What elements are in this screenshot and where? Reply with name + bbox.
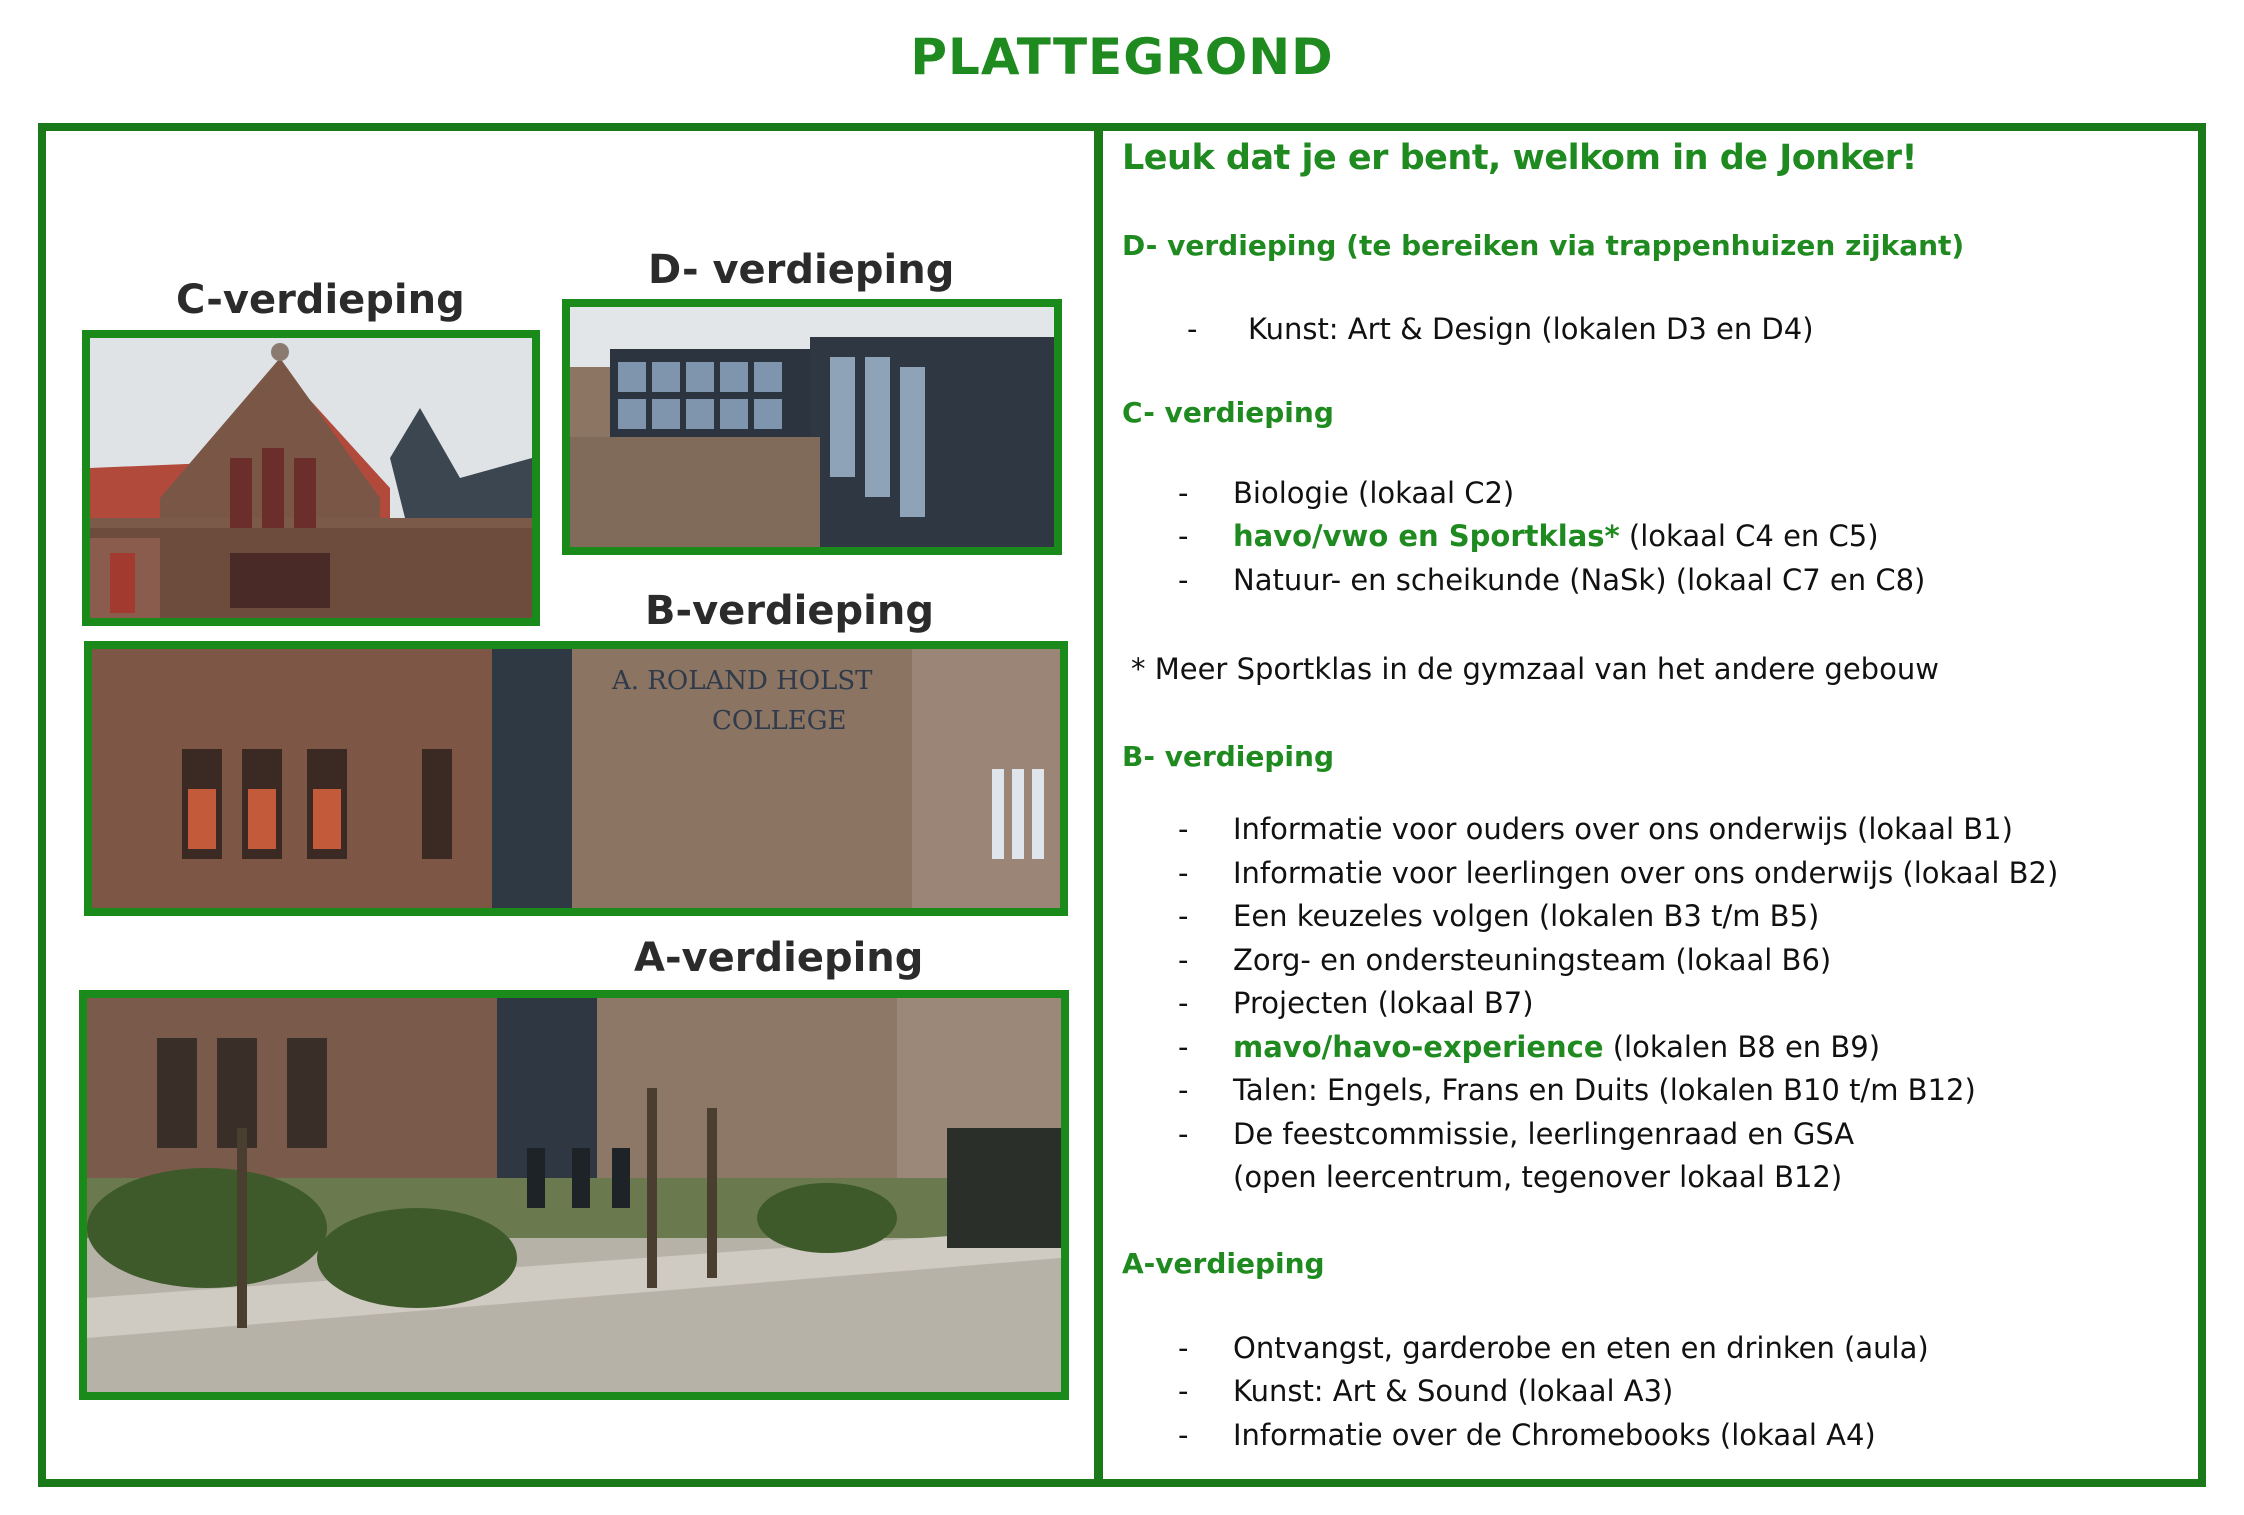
list-dash: - <box>1178 519 1189 553</box>
list-dash: - <box>1178 1418 1189 1452</box>
welcome-heading: Leuk dat je er bent, welkom in de Jonker! <box>1122 138 1917 178</box>
list-dash: - <box>1178 1030 1189 1064</box>
a-floor-heading: A-verdieping <box>1122 1247 1325 1280</box>
list-dash: - <box>1178 1117 1189 1151</box>
column-divider <box>1094 123 1103 1487</box>
c-floor-label: C-verdieping <box>176 277 465 323</box>
c-floor-photo <box>82 330 540 626</box>
list-dash: - <box>1178 476 1189 510</box>
b-floor-photo <box>84 641 1068 916</box>
list-dash: - <box>1178 812 1189 846</box>
c-note: * Meer Sportklas in de gymzaal van het andere gebouw <box>1131 652 1939 686</box>
b-item-2: Informatie voor leerlingen over ons onderwijs (lokaal B2) <box>1233 856 2059 890</box>
list-dash: - <box>1178 563 1189 597</box>
d-floor-heading: D- verdieping (te bereiken via trappenhuizen zijkant) <box>1122 229 1965 262</box>
d-floor-label: D- verdieping <box>648 247 955 293</box>
b-item-1: Informatie voor ouders over ons onderwijs (lokaal B1) <box>1233 812 2013 846</box>
b-item-6 <box>1233 1030 1880 1064</box>
b-item-6-highlight: mavo/havo-experience <box>1233 1030 1604 1064</box>
d-item-1: Kunst: Art & Design (lokalen D3 en D4) <box>1248 312 1814 346</box>
a-item-2: Kunst: Art & Sound (lokaal A3) <box>1233 1374 1674 1408</box>
b-item-5: Projecten (lokaal B7) <box>1233 986 1534 1020</box>
c-item-2-highlight: havo/vwo en Sportklas* <box>1233 519 1620 553</box>
list-dash: - <box>1178 986 1189 1020</box>
sign-line1: A. ROLAND HOLST <box>612 666 873 696</box>
list-dash: - <box>1178 1073 1189 1107</box>
a-item-3: Informatie over de Chromebooks (lokaal A4) <box>1233 1418 1876 1452</box>
b-floor-label: B-verdieping <box>645 588 934 634</box>
c-floor-heading: C- verdieping <box>1122 396 1334 429</box>
b-item-8: De feestcommissie, leerlingenraad en GSA <box>1233 1117 1855 1151</box>
b-item-7: Talen: Engels, Frans en Duits (lokalen B10 t/m B12) <box>1233 1073 1976 1107</box>
c-item-2 <box>1233 519 1879 553</box>
a-floor-photo <box>79 990 1069 1400</box>
sign-line2: COLLEGE <box>712 706 847 736</box>
b-item-3: Een keuzeles volgen (lokalen B3 t/m B5) <box>1233 899 1820 933</box>
list-dash: - <box>1178 856 1189 890</box>
c-item-3: Natuur- en scheikunde (NaSk) (lokaal C7 en C8) <box>1233 563 1926 597</box>
page-title: PLATTEGROND <box>910 28 1334 86</box>
c-item-1: Biologie (lokaal C2) <box>1233 476 1515 510</box>
d-floor-photo <box>562 299 1062 555</box>
b-item-6-text: (lokalen B8 en B9) <box>1603 1030 1881 1064</box>
list-dash: - <box>1178 1374 1189 1408</box>
a-item-1: Ontvangst, garderobe en eten en drinken (aula) <box>1233 1331 1929 1365</box>
a-floor-label: A-verdieping <box>634 935 924 981</box>
b-item-4: Zorg- en ondersteuningsteam (lokaal B6) <box>1233 943 1832 977</box>
b-floor-heading: B- verdieping <box>1122 740 1335 773</box>
list-dash: - <box>1178 943 1189 977</box>
c-item-2-text: (lokaal C4 en C5) <box>1619 519 1879 553</box>
list-dash: - <box>1178 1331 1189 1365</box>
list-dash: - <box>1187 312 1198 346</box>
list-dash: - <box>1178 899 1189 933</box>
b-item-8-continuation: (open leercentrum, tegenover lokaal B12) <box>1233 1160 1843 1194</box>
